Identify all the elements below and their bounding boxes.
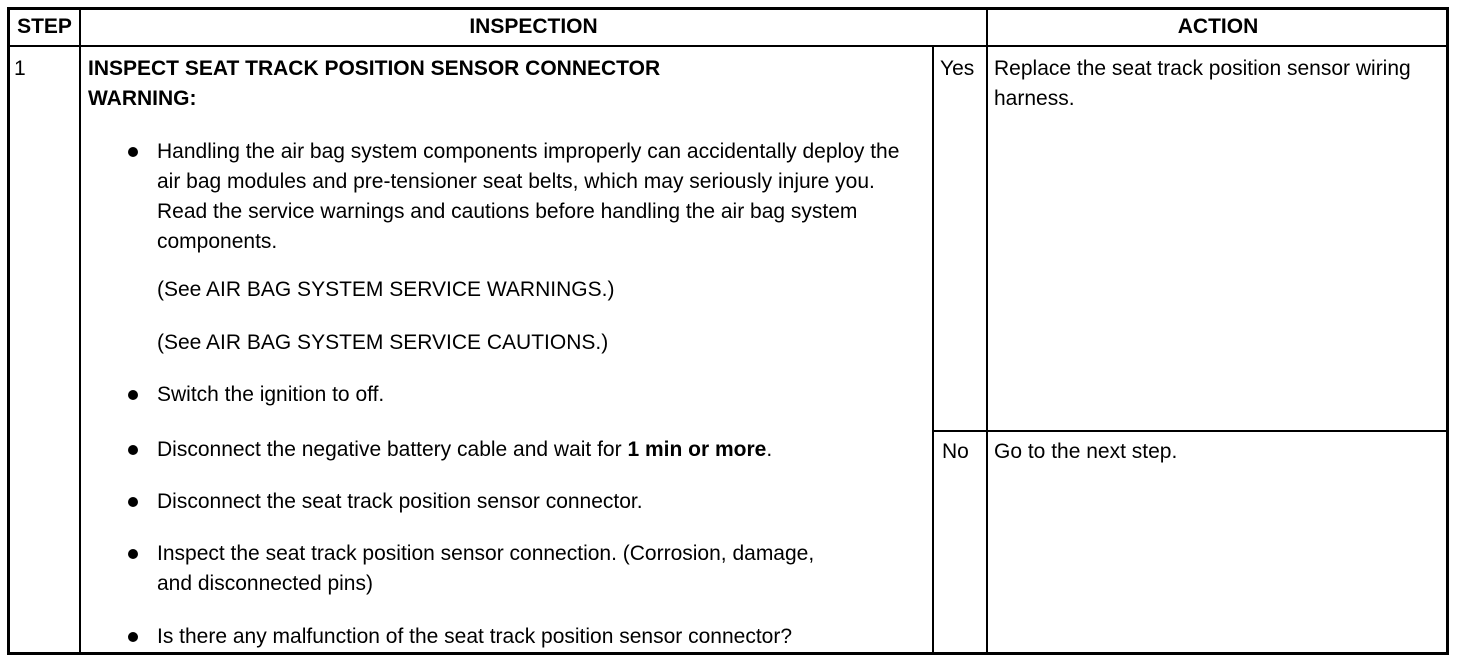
header-inspection: INSPECTION: [469, 15, 598, 38]
result-divider: [932, 430, 1448, 432]
col-divider-step: [79, 9, 81, 654]
header-action: ACTION: [1177, 15, 1259, 38]
col-divider-action: [986, 9, 988, 654]
warning-label: WARNING:: [88, 87, 197, 110]
result-no-action: Go to the next step.: [994, 440, 1178, 463]
header-step: STEP: [17, 15, 72, 38]
bullet-malfunction-question: Is there any malfunction of the seat track position sensor connector?: [157, 625, 793, 648]
bullet-ignition-off: Switch the ignition to off.: [157, 383, 385, 406]
inspection-title: INSPECT SEAT TRACK POSITION SENSOR CONNECTOR: [88, 57, 661, 80]
bullet-icon: [128, 632, 138, 642]
col-divider-inspection: [932, 46, 934, 654]
see-cautions-note: (See AIR BAG SYSTEM SERVICE CAUTIONS.): [157, 331, 609, 354]
bullet-icon: [128, 390, 138, 400]
result-no-label: No: [942, 440, 969, 463]
bullet-inspect-connection: Inspect the seat track position sensor connection. (Corrosion, damage, and disconnected pins): [157, 542, 815, 595]
battery-text: Disconnect the negative battery cable and wait for: [157, 438, 628, 461]
battery-suffix: .: [766, 438, 773, 461]
battery-wait-time: 1 min or more: [627, 438, 767, 461]
bullet-icon: [128, 445, 138, 455]
bullet-airbag-handling: Handling the air bag system components improperly can accidentally deploy the air bag modules and pre-tensioner seat belts, which may seriously injure you. Read the service warnings and cautions before handling the air bag system components.: [157, 140, 900, 253]
header-divider: [9, 45, 1448, 47]
bullet-disconnect-sensor: Disconnect the seat track position sensor connector.: [157, 490, 643, 513]
result-yes-action: Replace the seat track position sensor wiring harness.: [994, 57, 1411, 110]
see-warnings-note: (See AIR BAG SYSTEM SERVICE WARNINGS.): [157, 278, 615, 301]
bullet-icon: [128, 147, 138, 157]
result-yes-label: Yes: [940, 57, 975, 80]
bullet-disconnect-battery: [157, 435, 917, 465]
bullet-icon: [128, 497, 138, 507]
bullet-icon: [128, 549, 138, 559]
step-number: 1: [14, 57, 26, 80]
